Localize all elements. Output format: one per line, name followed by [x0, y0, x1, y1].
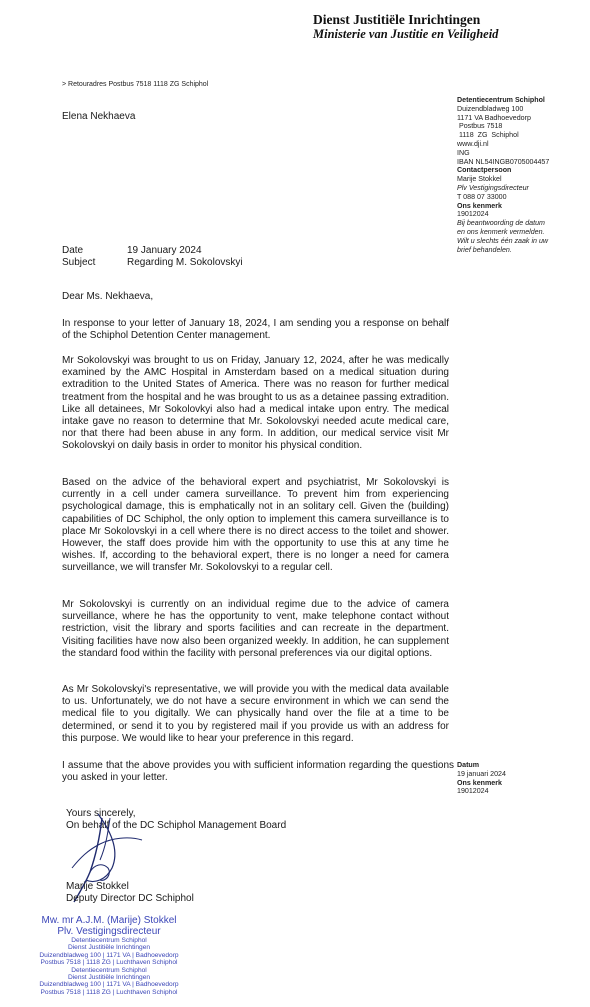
sender-website: www.dji.nl	[457, 139, 489, 148]
paragraph: Mr Sokolovskyi was brought to us on Friday, January 12, 2024, after he was medically examined by the AMC Hospital in Amsterdam based on a medical situation during extradition to the United States of America. There was no reason for further medical treatment from the hospital and he was brought to us as a detainee passing extradition. Like all detainees, Mr Sokolovkyi also had a medical intake upon entry. The medical intake gave no reason to determine that Mr. Sokolovskyi needed acute medical care, nor that there had been abuse in any form. In addition, our medical service visit Mr Sokolovskyi on daily basis in order to monitor his physical condition.	[62, 355, 449, 452]
subject-row	[62, 257, 243, 268]
footer-reference	[457, 761, 585, 796]
sender-address-line: Duizendbladweg 100	[457, 104, 524, 113]
signer-block	[66, 881, 194, 906]
reply-note-line: Wilt u slechts één zaak in uw	[457, 236, 549, 245]
stamp-org: Detentiecentrum Schiphol	[71, 937, 147, 944]
organization-name: Dienst Justitiële Inrichtingen	[313, 12, 481, 27]
paragraph: Based on the advice of the behavioral expert and psychiatrist, Mr Sokolovskyi is currently in a cell under camera surveillance. To prevent him from experiencing psychological damage, this is emphatically not in an solitary cell. Given the (building) capabilities of DC Schiphol, the only option to implement this camera surveillance is to place Mr Sokolovskyi in a cell where there is no direct access to the toilet and shower. However, the staff does provide him with the opportunity to use this at any time he wishes. If, according to the behavioral expert, there is no longer a need for camera surveillance, we will transfer Mr. Sokolovskyi to a regular cell.	[62, 477, 449, 574]
letter-body	[62, 477, 449, 587]
subject-label: Subject	[62, 257, 96, 268]
sender-address-line: Postbus 7518	[457, 122, 503, 131]
sender-address-line: 1171 VA Badhoevedorp	[457, 113, 531, 122]
contact-name: Marije Stokkel	[457, 175, 502, 184]
footer-ref-value: 19012024	[457, 787, 489, 796]
stamp-name: Mw. mr A.J.M. (Marije) Stokkel	[41, 915, 177, 926]
stamp-address: Duizendbladweg 100 | 1171 VA | Badhoevedorp	[39, 951, 179, 959]
stamp-org: Detentiecentrum Schiphol	[71, 966, 147, 974]
ministry-name: Ministerie van Justitie en Veiligheid	[313, 27, 499, 41]
signer-name: Marije Stokkel	[66, 881, 129, 892]
stamp-role: Plv. Vestigingsdirecteur	[57, 925, 161, 937]
reply-note-line: brief behandelen.	[457, 245, 512, 254]
date-value: 19 January 2024	[127, 245, 202, 256]
contact-phone: T 088 07 33000	[457, 192, 507, 201]
sender-info	[457, 96, 585, 254]
date-label: Date	[62, 245, 84, 256]
closing-paragraph: I assume that the above provides you with sufficient information regarding the questions you asked in your letter.	[62, 760, 454, 784]
stamp-org: Dienst Justitiële Inrichtingen	[67, 974, 151, 982]
return-address: > Retouradres Postbus 7518 1118 ZG Schiphol	[62, 81, 209, 88]
stamp-address: Postbus 7518 | 1118 ZG | Luchthaven Schiphol	[40, 988, 178, 996]
letter-body	[62, 318, 449, 354]
stamp-address: Duizendbladweg 100 | 1171 VA | Badhoevedorp	[39, 981, 179, 989]
reference-value: 19012024	[457, 210, 489, 219]
subject-value: Regarding M. Sokolovskyi	[127, 257, 243, 268]
letter-body	[62, 355, 449, 465]
letter-body	[62, 684, 449, 757]
footer-date-value: 19 januari 2024	[457, 769, 506, 778]
footer-date-label: Datum	[457, 761, 480, 769]
sender-address-line: 1118 ZG Schiphol	[457, 131, 519, 140]
contact-label: Contactpersoon	[457, 166, 512, 175]
reply-note-line: Bij beantwoording de datum	[457, 219, 545, 228]
sender-iban: IBAN NL54INGB0705004457	[457, 157, 550, 166]
reference-label: Ons kenmerk	[457, 201, 502, 210]
on-behalf-line: On behalf of the DC Schiphol Management Board	[66, 820, 287, 832]
yours-sincerely: Yours sincerely,	[66, 808, 136, 819]
paragraph: In response to your letter of January 18, 2024, I am sending you a response on behalf of the Schiphol Detention Center management.	[62, 318, 449, 342]
stamp-org: Dienst Justitiële Inrichtingen	[67, 944, 151, 952]
contact-role: Plv Vestigingsdirecteur	[457, 183, 529, 192]
official-stamp	[24, 916, 194, 996]
salutation: Dear Ms. Nekhaeva,	[62, 291, 154, 302]
reply-note-line: en ons kenmerk vermelden.	[457, 227, 545, 236]
letter-body	[62, 599, 449, 672]
sender-bank: ING	[457, 148, 470, 157]
paragraph: Mr Sokolovskyi is currently on an individual regime due to the advice of camera surveillance, where he has the opportunity to vent, make telephone contact without restriction, visit the library and sports facilities and can recreate in the department. Visiting facilities have now also been organized weekly. In addition, he can supplement the standard food within the facility with personal preferences via our digital options.	[62, 599, 449, 659]
signer-title: Deputy Director DC Schiphol	[66, 893, 194, 905]
sender-org: Detentiecentrum Schiphol	[457, 96, 545, 104]
date-row	[62, 245, 202, 256]
recipient-name: Elena Nekhaeva	[62, 111, 136, 122]
footer-ref-label: Ons kenmerk	[457, 778, 502, 787]
paragraph: As Mr Sokolovskyi's representative, we will provide you with the medical data available to us. Unfortunately, we do not have a secure environment in which we can send the medical file to you digitally. We can physically hand over the file at a time to be determined, or send it to you by registered mail if you provide us with an address for this purpose. We would like to hear your preference in this regard.	[62, 684, 449, 744]
stamp-address: Postbus 7518 | 1118 ZG | Luchthaven Schiphol	[40, 959, 178, 967]
